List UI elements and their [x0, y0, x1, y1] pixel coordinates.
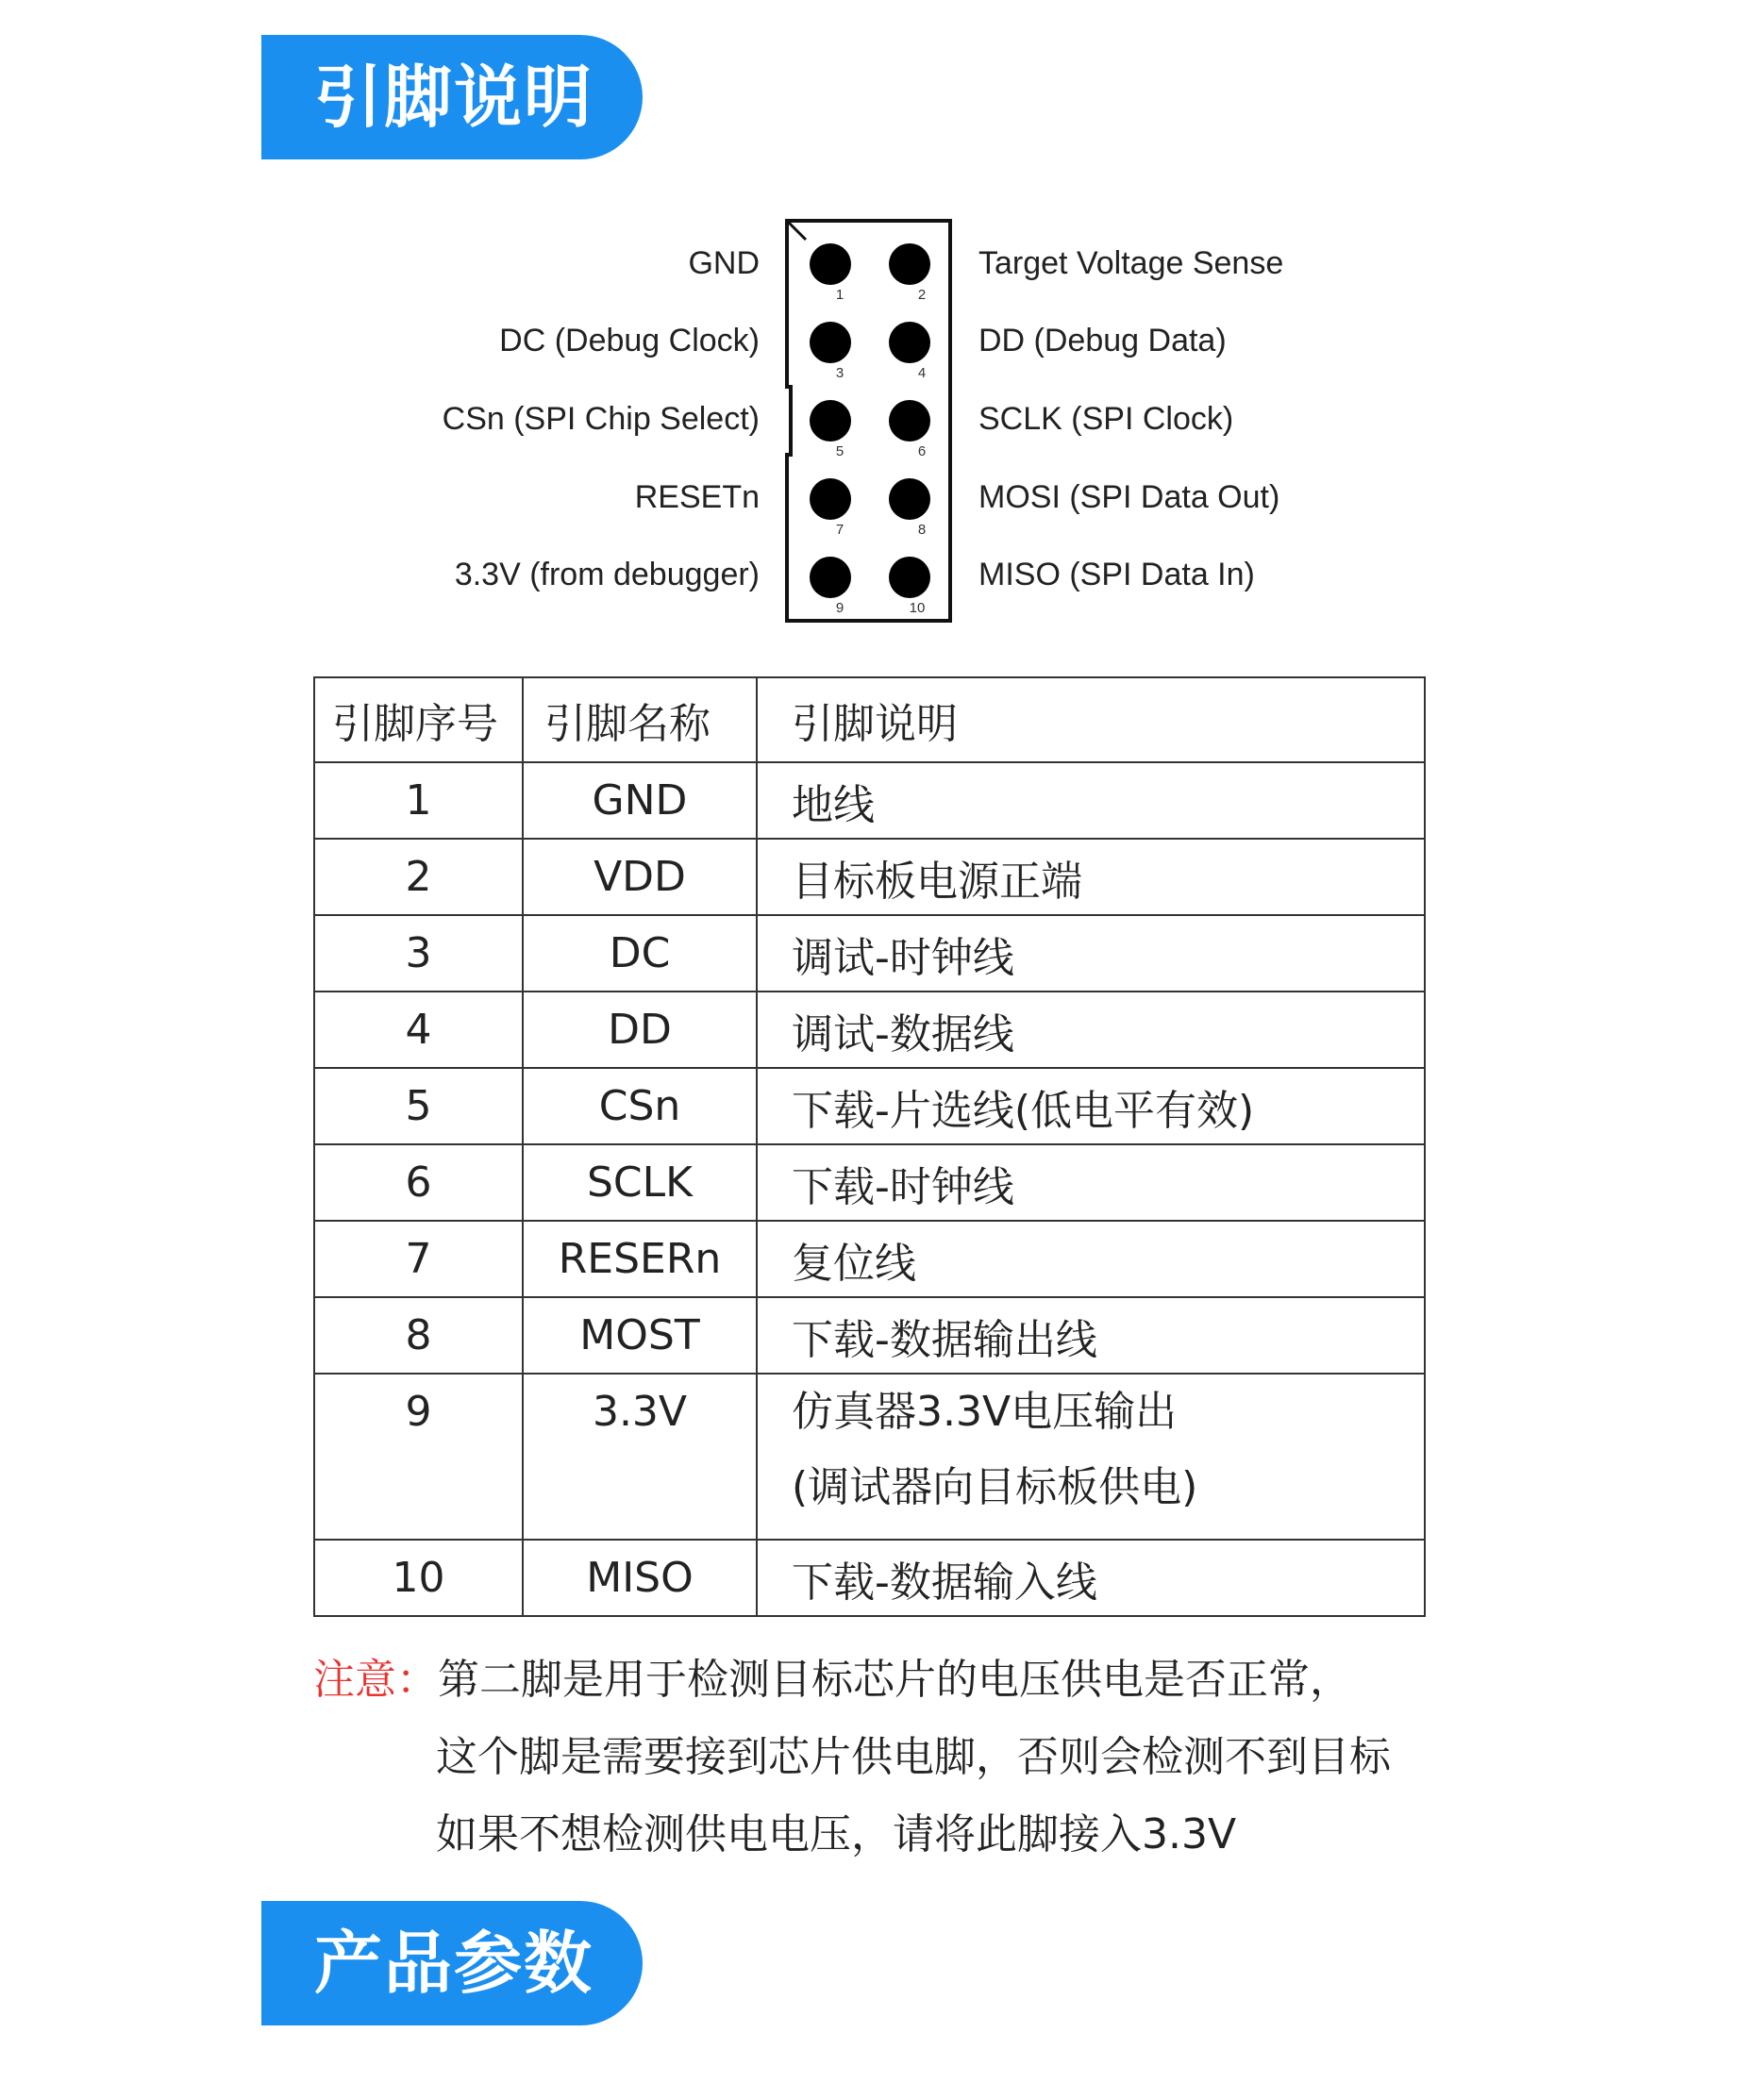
header-connector-graphic [785, 219, 952, 623]
pin-label-9: 3.3V (from debugger) [454, 557, 760, 592]
cell-pin-description [757, 1374, 1425, 1540]
pin-label-6: SCLK (SPI Clock) [978, 401, 1234, 437]
cell-pin-name: MISO [523, 1540, 757, 1616]
pin-number-9: 9 [835, 600, 844, 616]
cell-pin-name: 3.3V [523, 1374, 757, 1540]
pin-number-3: 3 [835, 365, 844, 381]
cell-pin-description-line1: 仿真器3.3V电压输出 [792, 1388, 1178, 1436]
pin-label-8: MOSI (SPI Data Out) [978, 479, 1280, 515]
pin-label-10: MISO (SPI Data In) [978, 557, 1255, 592]
cell-pin-name: GND [523, 762, 757, 839]
section-title-params: 产品参数 [261, 1901, 643, 2025]
pin-dot-10 [889, 557, 930, 598]
cell-pin-number: 6 [314, 1144, 523, 1221]
table-row [314, 1540, 1425, 1616]
cell-pin-number: 10 [314, 1540, 523, 1616]
cell-pin-number: 1 [314, 762, 523, 839]
header-pin-description: 引脚说明 [757, 677, 1425, 762]
header-pin-number: 引脚序号 [314, 677, 523, 762]
note-line-2: 这个脚是需要接到芯片供电脚，否则会检测不到目标 [436, 1733, 1391, 1781]
pin-dot-5 [810, 400, 851, 442]
cell-pin-description: 下载-片选线(低电平有效) [757, 1068, 1425, 1144]
cell-pin-description: 调试-数据线 [757, 992, 1425, 1068]
cell-pin-description-line2: (调试器向目标板供电) [792, 1463, 1198, 1511]
pin-number-10: 10 [909, 600, 926, 616]
table-row [314, 915, 1425, 992]
note-line-1 [313, 1642, 1483, 1719]
table-row [314, 1221, 1425, 1297]
pin-number-8: 8 [917, 522, 927, 538]
pin-dot-1 [810, 243, 851, 285]
pin-number-5: 5 [835, 443, 844, 459]
pin-dot-8 [889, 478, 930, 520]
note-text-1: 第二脚是用于检测目标芯片的电压供电是否正常， [438, 1656, 1351, 1704]
pin-dot-4 [889, 322, 930, 363]
cell-pin-description: 地线 [757, 762, 1425, 839]
pin-dot-2 [889, 243, 930, 285]
cell-pin-name: MOST [523, 1297, 757, 1374]
pin-number-2: 2 [917, 287, 927, 303]
section-title-pinout: 引脚说明 [261, 35, 643, 159]
cell-pin-number: 9 [314, 1374, 523, 1540]
cell-pin-description: 复位线 [757, 1221, 1425, 1297]
table-row [314, 762, 1425, 839]
cell-pin-number: 4 [314, 992, 523, 1068]
cell-pin-name: CSn [523, 1068, 757, 1144]
cell-pin-number: 5 [314, 1068, 523, 1144]
cell-pin-name: DC [523, 915, 757, 992]
note-block [313, 1642, 1483, 1874]
pin-label-7: RESETn [634, 479, 760, 515]
note-line-3: 如果不想检测供电电压，请将此脚接入3.3V [436, 1810, 1237, 1858]
pin-label-2: Target Voltage Sense [978, 245, 1284, 281]
pin-label-4: DD (Debug Data) [978, 323, 1227, 358]
pin-number-1: 1 [835, 287, 844, 303]
pin-number-4: 4 [917, 365, 927, 381]
cell-pin-number: 8 [314, 1297, 523, 1374]
pin-dot-6 [889, 400, 930, 442]
table-row [314, 1144, 1425, 1221]
cell-pin-description: 下载-时钟线 [757, 1144, 1425, 1221]
header-pin-name: 引脚名称 [523, 677, 757, 762]
cell-pin-description: 目标板电源正端 [757, 839, 1425, 915]
cell-pin-description: 下载-数据输入线 [757, 1540, 1425, 1616]
table-row [314, 1068, 1425, 1144]
cell-pin-number: 7 [314, 1221, 523, 1297]
table-row [314, 992, 1425, 1068]
table-row [314, 1297, 1425, 1374]
pin-dot-7 [810, 478, 851, 520]
cell-pin-name: VDD [523, 839, 757, 915]
table-header-row [314, 677, 1425, 762]
pin-dot-9 [810, 557, 851, 598]
pin-number-6: 6 [917, 443, 927, 459]
pin-table [313, 676, 1426, 1617]
cell-pin-description: 调试-时钟线 [757, 915, 1425, 992]
pin-dot-3 [810, 322, 851, 363]
pin-label-3: DC (Debug Clock) [499, 323, 760, 358]
pin-number-7: 7 [835, 522, 844, 538]
cell-pin-name: SCLK [523, 1144, 757, 1221]
cell-pin-name: RESERn [523, 1221, 757, 1297]
pin-label-1: GND [688, 245, 760, 281]
table-row [314, 1374, 1425, 1540]
cell-pin-number: 3 [314, 915, 523, 992]
cell-pin-number: 2 [314, 839, 523, 915]
cell-pin-description: 下载-数据输出线 [757, 1297, 1425, 1374]
note-label: 注意： [313, 1656, 438, 1704]
pin-label-5: CSn (SPI Chip Select) [442, 401, 760, 437]
table-row [314, 839, 1425, 915]
cell-pin-name: DD [523, 992, 757, 1068]
